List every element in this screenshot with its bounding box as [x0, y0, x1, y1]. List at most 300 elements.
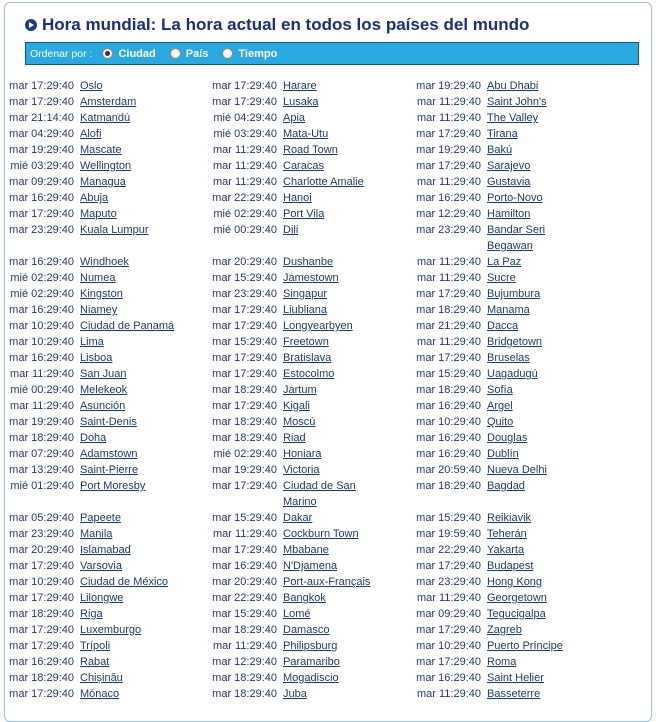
local-time: mar 16:29:40 — [9, 656, 74, 668]
list-item — [413, 638, 613, 654]
local-time: mar 11:29:40 — [212, 160, 277, 172]
local-time: mar 15:29:40 — [416, 512, 481, 524]
list-item — [413, 510, 613, 526]
city-link[interactable]: Quito — [487, 416, 514, 428]
list-item — [413, 142, 613, 158]
list-item — [209, 350, 409, 366]
city-link[interactable]: Bandar Seri Begawan — [487, 224, 546, 252]
local-time: mar 17:29:40 — [9, 208, 74, 220]
city-link[interactable]: Dushanbe — [283, 256, 334, 268]
city-link[interactable]: Melekeok — [80, 384, 128, 396]
city-link[interactable]: Puerto Príncipe — [487, 640, 563, 652]
city-link[interactable]: Singapur — [283, 288, 328, 300]
city-link[interactable]: Saint John's — [487, 96, 547, 108]
list-item — [209, 590, 409, 606]
city-link[interactable]: Hong Kong — [487, 576, 543, 588]
local-time: mar 17:29:40 — [9, 640, 74, 652]
local-time: mar 17:29:40 — [9, 96, 74, 108]
list-item — [6, 430, 206, 446]
city-link[interactable]: Budapest — [487, 560, 534, 572]
list-item — [209, 446, 409, 462]
city-link[interactable]: Bruselas — [487, 352, 530, 364]
city-link[interactable]: Riga — [80, 608, 103, 620]
list-item — [413, 126, 613, 142]
local-time: mar 16:29:40 — [9, 192, 74, 204]
city-link[interactable]: Charlotte Amalie — [283, 176, 364, 188]
city-link[interactable]: Port-aux-Français — [283, 576, 371, 588]
city-link[interactable]: Hanoi — [283, 192, 312, 204]
city-link[interactable]: Doha — [80, 432, 107, 444]
local-time: mar 11:29:40 — [416, 256, 481, 268]
local-time: mar 21:29:40 — [416, 320, 481, 332]
city-link[interactable]: Yakarta — [487, 544, 525, 556]
list-item — [209, 318, 409, 334]
city-link[interactable]: Harare — [283, 80, 317, 92]
city-link[interactable]: Basseterre — [487, 688, 541, 700]
city-link[interactable]: Bakú — [487, 144, 513, 156]
list-item — [413, 302, 613, 318]
local-time: mar 18:29:40 — [212, 624, 277, 636]
local-time: mar 11:29:40 — [9, 400, 74, 412]
list-item — [209, 270, 409, 286]
list-item — [413, 174, 613, 190]
local-time — [413, 494, 481, 510]
local-time: mar 17:29:40 — [416, 560, 481, 572]
local-time: mar 18:29:40 — [9, 608, 74, 620]
sort-option-label: País — [185, 47, 209, 60]
city-link[interactable]: Manila — [80, 528, 113, 540]
list-item — [413, 494, 613, 510]
local-time: mar 16:29:40 — [416, 448, 481, 460]
local-time: mar 21:14:40 — [9, 112, 74, 124]
city-link[interactable]: Liubliana — [283, 304, 328, 316]
city-link — [487, 494, 582, 510]
list-item — [6, 334, 206, 350]
local-time: mar 15:29:40 — [212, 272, 277, 284]
list-item — [413, 446, 613, 462]
local-time: mar 11:29:40 — [212, 528, 277, 540]
city-link[interactable]: Tegucigalpa — [487, 608, 546, 620]
local-time: mar 10:29:40 — [9, 320, 74, 332]
list-item — [6, 158, 206, 174]
local-time: mar 11:29:40 — [212, 640, 277, 652]
local-time: mar 12:29:40 — [416, 208, 481, 220]
list-item — [413, 670, 613, 686]
city-link[interactable]: Alofi — [80, 128, 102, 140]
list-item — [6, 670, 206, 686]
city-column-2 — [209, 78, 409, 702]
city-link[interactable]: Maputo — [80, 208, 117, 220]
city-link[interactable]: Rabat — [80, 656, 110, 668]
sort-option-tiempo[interactable] — [222, 48, 277, 60]
list-item — [413, 382, 613, 398]
list-item — [413, 222, 613, 254]
city-link[interactable]: Sucre — [487, 272, 516, 284]
local-time: mar 16:29:40 — [9, 304, 74, 316]
city-column-1 — [6, 78, 206, 702]
city-link[interactable]: Moscú — [283, 416, 316, 428]
local-time: mar 16:29:40 — [212, 560, 277, 572]
local-time: mar 16:29:40 — [416, 432, 481, 444]
city-link[interactable]: Port Moresby — [80, 480, 146, 492]
city-link[interactable]: Mbabane — [283, 544, 329, 556]
local-time: mar 16:29:40 — [9, 256, 74, 268]
local-time: mar 23:29:40 — [416, 224, 481, 236]
local-time: mar 17:29:40 — [212, 480, 277, 492]
local-time: mar 17:29:40 — [416, 656, 481, 668]
city-link[interactable]: Road Town — [283, 144, 338, 156]
city-link[interactable]: Cockburn Town — [283, 528, 359, 540]
page-title: Hora mundial: La hora actual en todos los países del mundo — [42, 15, 530, 34]
city-link[interactable]: Chișinău — [80, 672, 123, 684]
local-time: mié 02:29:40 — [213, 208, 277, 220]
city-link[interactable]: Islamabad — [80, 544, 131, 556]
list-item — [209, 142, 409, 158]
city-link[interactable]: La Paz — [487, 256, 522, 268]
local-time: mar 17:29:40 — [9, 592, 74, 604]
local-time: mar 17:29:40 — [212, 80, 277, 92]
city-link[interactable]: Sofía — [487, 384, 513, 396]
list-item — [209, 670, 409, 686]
city-link[interactable]: San Juan — [80, 368, 127, 380]
list-item — [6, 174, 206, 190]
city-link[interactable]: Trípoli — [80, 640, 111, 652]
local-time: mar 17:29:40 — [416, 128, 481, 140]
local-time: mar 11:29:40 — [212, 176, 277, 188]
list-item — [413, 430, 613, 446]
list-item — [413, 462, 613, 478]
city-link[interactable]: Jamestown — [283, 272, 339, 284]
list-item — [209, 366, 409, 382]
list-item — [413, 158, 613, 174]
sort-bar — [25, 42, 639, 65]
list-item — [209, 126, 409, 142]
list-item — [6, 366, 206, 382]
city-link[interactable]: Mónaco — [80, 688, 120, 700]
list-item — [209, 78, 409, 94]
city-link[interactable]: Teherán — [487, 528, 527, 540]
city-link[interactable]: Ciudad de Panamá — [80, 320, 175, 332]
city-link[interactable]: Dublín — [487, 448, 519, 460]
city-link[interactable]: Dakar — [283, 512, 313, 524]
city-link[interactable]: Katmandú — [80, 112, 131, 124]
city-link[interactable]: Kuala Lumpur — [80, 224, 149, 236]
city-link[interactable]: Riad — [283, 432, 306, 444]
city-link[interactable]: Philipsburg — [283, 640, 338, 652]
city-link[interactable]: Mascate — [80, 144, 122, 156]
list-item — [6, 590, 206, 606]
city-link[interactable]: Varsovia — [80, 560, 122, 572]
city-link[interactable]: Lisboa — [80, 352, 113, 364]
city-link[interactable]: Saint-Denis — [80, 416, 137, 428]
list-item — [6, 398, 206, 414]
list-item — [209, 526, 409, 542]
city-link[interactable]: Bagdad — [487, 480, 525, 492]
list-item — [6, 350, 206, 366]
local-time: mar 15:29:40 — [212, 336, 277, 348]
local-time: mar 09:29:40 — [416, 608, 481, 620]
local-time: mié 03:29:40 — [10, 160, 74, 172]
local-time: mar 15:29:40 — [416, 368, 481, 380]
local-time — [6, 238, 74, 254]
city-link[interactable]: Victoria — [283, 464, 320, 476]
city-link[interactable]: Uagadugú — [487, 368, 538, 380]
city-link[interactable]: Porto-Novo — [487, 192, 543, 204]
city-link[interactable]: Juba — [283, 688, 307, 700]
local-time: mar 18:29:40 — [212, 416, 277, 428]
city-link[interactable]: Roma — [487, 656, 517, 668]
city-link[interactable]: Sarajevo — [487, 160, 531, 172]
local-time: mar 17:29:40 — [212, 304, 277, 316]
list-item — [209, 238, 409, 254]
local-time: mar 10:29:40 — [9, 336, 74, 348]
city-link[interactable]: Bridgetown — [487, 336, 543, 348]
city-link[interactable]: N'Djamena — [283, 560, 338, 572]
list-item — [6, 574, 206, 590]
list-item — [209, 286, 409, 302]
city-link[interactable]: Wellington — [80, 160, 132, 172]
local-time: mar 19:29:40 — [416, 144, 481, 156]
city-link[interactable]: Reikiavik — [487, 512, 532, 524]
local-time: mar 04:29:40 — [9, 128, 74, 140]
city-link[interactable]: Apia — [283, 112, 306, 124]
city-link[interactable]: Manama — [487, 304, 530, 316]
list-item — [413, 286, 613, 302]
city-link[interactable]: Asunción — [80, 400, 126, 412]
city-link[interactable]: Port Vila — [283, 208, 325, 220]
local-time: mar 11:29:40 — [9, 368, 74, 380]
local-time: mar 17:29:40 — [416, 288, 481, 300]
local-time: mar 18:29:40 — [416, 384, 481, 396]
local-time: mar 15:29:40 — [212, 608, 277, 620]
local-time: mar 12:29:40 — [212, 656, 277, 668]
list-item — [413, 110, 613, 126]
city-link[interactable]: Lima — [80, 336, 104, 348]
local-time: mar 07:29:40 — [9, 448, 74, 460]
local-time: mar 11:29:40 — [416, 96, 481, 108]
local-time: mié 00:29:40 — [213, 224, 277, 236]
city-link[interactable]: Argel — [487, 400, 513, 412]
local-time: mié 02:29:40 — [10, 288, 74, 300]
city-link[interactable]: Kigali — [283, 400, 310, 412]
local-time: mié 01:29:40 — [10, 480, 74, 492]
local-time: mar 18:29:40 — [212, 384, 277, 396]
list-item — [413, 478, 613, 494]
city-link[interactable]: Freetown — [283, 336, 329, 348]
list-item — [209, 622, 409, 638]
list-item — [209, 654, 409, 670]
list-item — [6, 462, 206, 478]
local-time: mar 17:29:40 — [9, 624, 74, 636]
city-link[interactable]: Bratislava — [283, 352, 332, 364]
list-item — [209, 478, 409, 510]
city-link[interactable]: Georgetown — [487, 592, 547, 604]
city-link[interactable]: Mogadiscio — [283, 672, 339, 684]
city-link[interactable]: Kingston — [80, 288, 123, 300]
list-item — [209, 174, 409, 190]
city-link[interactable]: Caracas — [283, 160, 324, 172]
list-item — [209, 574, 409, 590]
city-link[interactable]: Hamilton — [487, 208, 531, 220]
city-link[interactable]: Mata-Utu — [283, 128, 329, 140]
list-item — [209, 158, 409, 174]
local-time: mié 04:29:40 — [213, 112, 277, 124]
local-time: mar 19:29:40 — [212, 464, 277, 476]
city-link[interactable]: Numea — [80, 272, 116, 284]
local-time — [209, 238, 277, 254]
local-time: mar 11:29:40 — [416, 688, 481, 700]
local-time: mar 17:29:40 — [416, 352, 481, 364]
local-time: mar 23:29:40 — [212, 288, 277, 300]
city-link[interactable]: Gustavia — [487, 176, 531, 188]
list-item — [413, 606, 613, 622]
local-time: mar 11:29:40 — [416, 176, 481, 188]
list-item — [413, 622, 613, 638]
city-link[interactable]: Ciudad de San Marino — [283, 480, 356, 508]
local-time: mar 19:29:40 — [9, 144, 74, 156]
radio-pais[interactable] — [170, 48, 181, 59]
list-item — [6, 270, 206, 286]
sort-option-ciudad[interactable] — [102, 48, 155, 60]
list-item — [209, 254, 409, 270]
sort-option-label: Tiempo — [238, 47, 278, 60]
list-item — [209, 94, 409, 110]
list-item — [6, 446, 206, 462]
local-time: mar 18:29:40 — [9, 432, 74, 444]
sort-option-label: Ciudad — [118, 47, 156, 60]
local-time: mar 19:59:40 — [416, 528, 481, 540]
local-time: mar 18:29:40 — [212, 688, 277, 700]
city-link[interactable]: Niamey — [80, 304, 118, 316]
list-item — [6, 94, 206, 110]
city-link[interactable]: Lusaka — [283, 96, 319, 108]
list-item — [209, 398, 409, 414]
list-item — [209, 110, 409, 126]
city-link[interactable]: Dili — [283, 224, 299, 236]
city-link[interactable]: Tirana — [487, 128, 518, 140]
local-time: mar 11:29:40 — [416, 112, 481, 124]
local-time: mar 05:29:40 — [9, 512, 74, 524]
list-item — [209, 542, 409, 558]
city-link[interactable]: Lilongwe — [80, 592, 124, 604]
list-item — [6, 622, 206, 638]
bullet-arrow-icon — [25, 19, 37, 31]
list-item — [413, 350, 613, 366]
local-time: mar 22:29:40 — [212, 192, 277, 204]
list-item — [6, 510, 206, 526]
list-item — [209, 190, 409, 206]
radio-ciudad[interactable] — [102, 48, 113, 59]
city-link[interactable]: Oslo — [80, 80, 103, 92]
list-item — [209, 686, 409, 702]
local-time: mar 18:29:40 — [212, 432, 277, 444]
local-time: mar 20:29:40 — [212, 256, 277, 268]
list-item — [413, 94, 613, 110]
local-time: mar 19:29:40 — [416, 80, 481, 92]
list-item — [6, 558, 206, 574]
list-item — [6, 606, 206, 622]
local-time: mar 17:29:40 — [9, 560, 74, 572]
city-link[interactable]: Lomé — [283, 608, 311, 620]
list-item — [209, 206, 409, 222]
local-time: mié 02:29:40 — [10, 272, 74, 284]
local-time: mar 16:29:40 — [416, 192, 481, 204]
city-link[interactable]: Douglas — [487, 432, 528, 444]
local-time: mar 19:29:40 — [9, 416, 74, 428]
city-link[interactable]: Nueva Delhi — [487, 464, 547, 476]
list-item — [6, 494, 206, 510]
local-time: mar 13:29:40 — [9, 464, 74, 476]
local-time: mar 18:29:40 — [416, 304, 481, 316]
local-time: mar 18:29:40 — [416, 480, 481, 492]
local-time: mar 18:29:40 — [212, 672, 277, 684]
city-link[interactable]: The Valley — [487, 112, 539, 124]
city-column-3 — [413, 78, 613, 702]
city-link[interactable]: Adamstown — [80, 448, 138, 460]
city-link[interactable]: Dacca — [487, 320, 519, 332]
local-time: mar 22:29:40 — [416, 544, 481, 556]
list-item — [413, 398, 613, 414]
city-link[interactable]: Jartum — [283, 384, 317, 396]
list-item — [209, 382, 409, 398]
list-item — [209, 462, 409, 478]
list-item — [209, 222, 409, 238]
list-item — [209, 510, 409, 526]
city-link[interactable]: Luxemburgo — [80, 624, 142, 636]
list-item — [6, 142, 206, 158]
local-time: mar 10:29:40 — [416, 640, 481, 652]
city-link[interactable]: Abuja — [80, 192, 109, 204]
city-link[interactable]: Longyearbyen — [283, 320, 353, 332]
city-link[interactable]: Saint Helier — [487, 672, 544, 684]
city-link — [80, 494, 175, 510]
local-time: mié 03:29:40 — [213, 128, 277, 140]
city-link[interactable]: Ciudad de México — [80, 576, 169, 588]
list-item — [413, 558, 613, 574]
local-time — [6, 494, 74, 510]
local-time: mar 16:29:40 — [416, 672, 481, 684]
list-item — [6, 254, 206, 270]
city-link[interactable]: Papeete — [80, 512, 121, 524]
local-time: mar 17:29:40 — [212, 368, 277, 380]
city-link[interactable]: Abu Dhabi — [487, 80, 539, 92]
city-link — [283, 238, 378, 254]
city-link[interactable]: Bujumbura — [487, 288, 541, 300]
city-link[interactable]: Honiara — [283, 448, 322, 460]
city-link[interactable]: Estocolmo — [283, 368, 335, 380]
radio-tiempo[interactable] — [222, 48, 233, 59]
list-item — [413, 318, 613, 334]
list-item — [413, 254, 613, 270]
local-time: mar 17:29:40 — [212, 320, 277, 332]
list-item — [6, 238, 206, 254]
city-link[interactable]: Damasco — [283, 624, 330, 636]
city-link[interactable]: Bangkok — [283, 592, 326, 604]
list-item — [6, 382, 206, 398]
local-time: mar 16:29:40 — [9, 352, 74, 364]
list-item — [209, 638, 409, 654]
local-time: mar 11:29:40 — [416, 592, 481, 604]
city-link[interactable]: Zagreb — [487, 624, 522, 636]
sort-option-pais[interactable] — [170, 48, 209, 60]
city-link[interactable]: Managua — [80, 176, 126, 188]
city-link[interactable]: Paramaribo — [283, 656, 340, 668]
city-link[interactable]: Amsterdam — [80, 96, 137, 108]
list-item — [413, 654, 613, 670]
city-link[interactable]: Saint-Pierre — [80, 464, 139, 476]
local-time: mar 18:29:40 — [9, 672, 74, 684]
city-link[interactable]: Windhoek — [80, 256, 129, 268]
